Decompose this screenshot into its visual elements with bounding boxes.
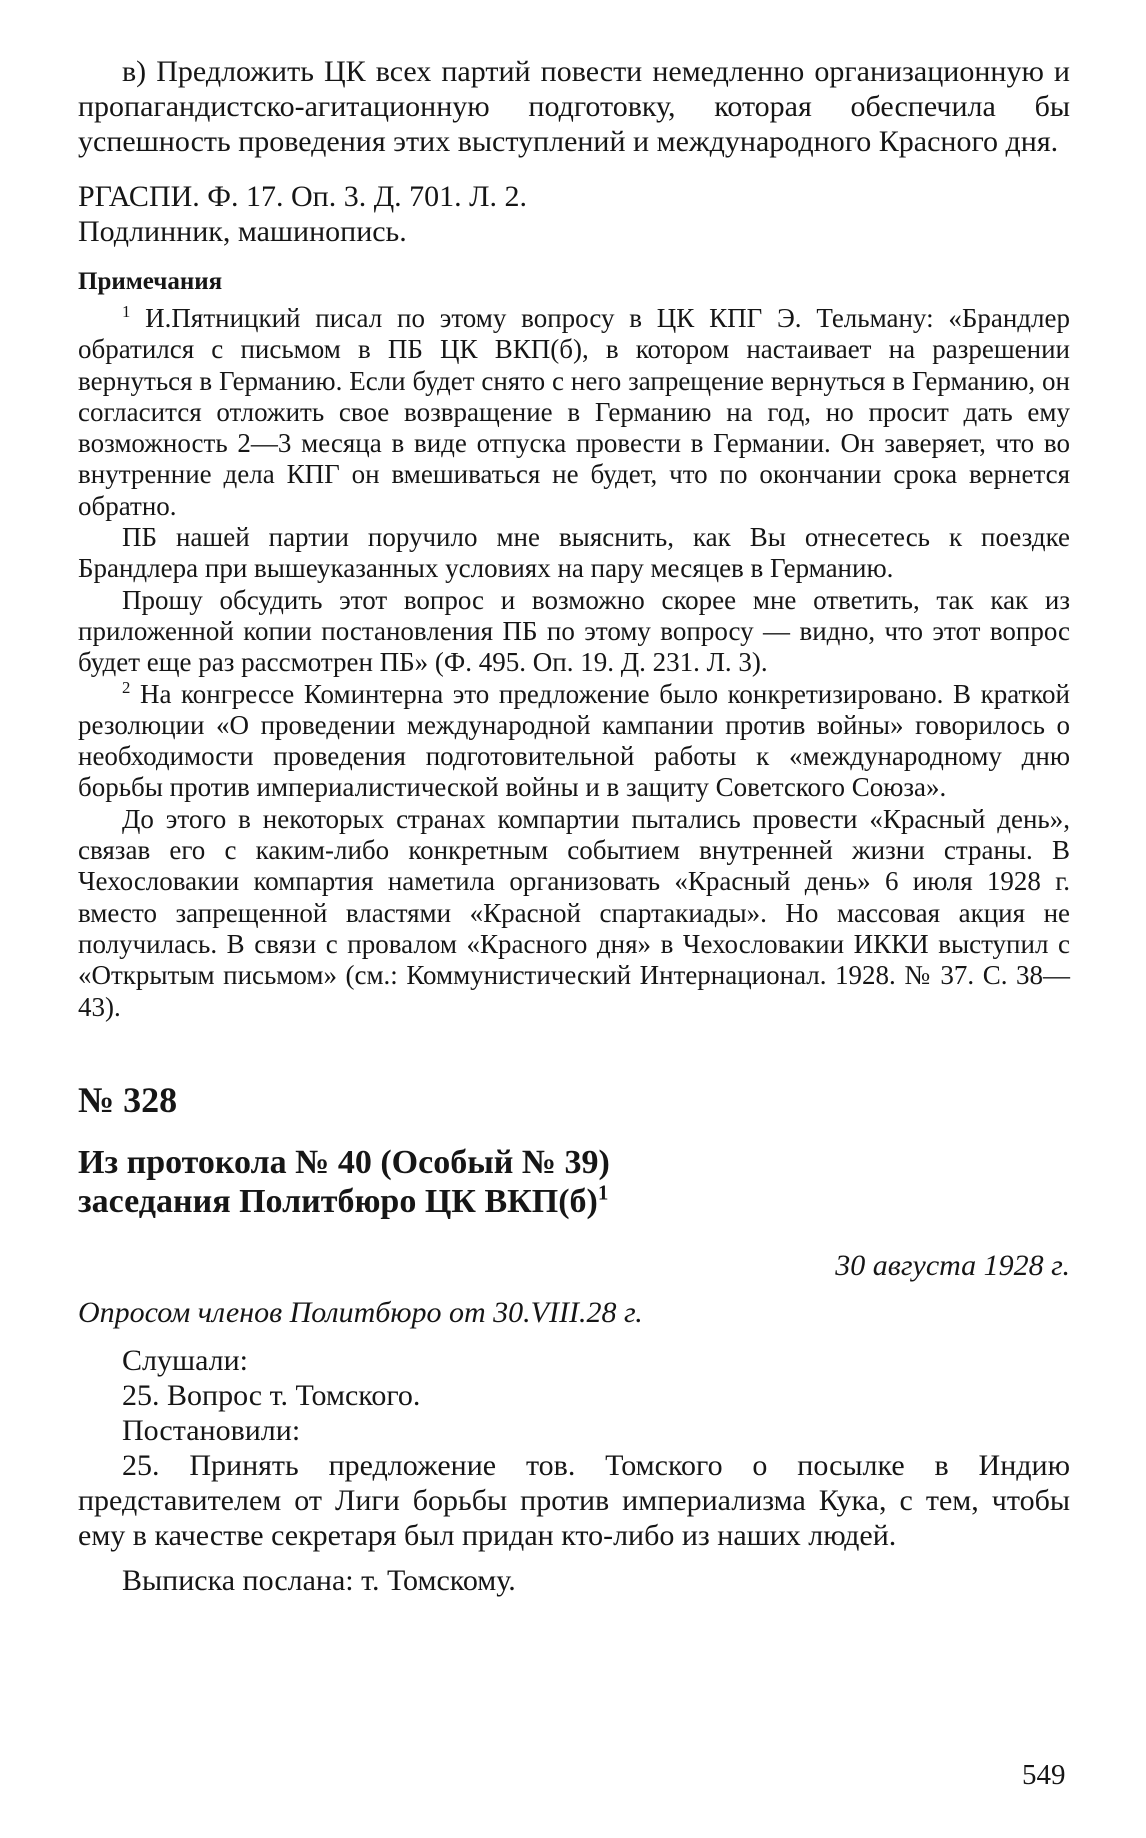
note-2-text-1: На конгрессе Коминтерна это предложение было конкретизировано. В краткой резолюции «О проведении международной кампании против войны» говорилось о необходимости проведения подготовительной работы к «международному дню борьбы против империалистической войны и в защиту Советского Союза».	[78, 678, 1070, 803]
intro-paragraph: в) Предложить ЦК всех партий повести немедленно организационную и пропагандистско-агитационную подготовку, которая обеспечила бы успешность проведения этих выступлений и международного Красного дня.	[78, 55, 1070, 158]
archive-note: Подлинник, машинопись.	[78, 215, 407, 248]
archive-reference: РГАСПИ. Ф. 17. Оп. 3. Д. 701. Л. 2.	[78, 180, 528, 213]
note-2-paragraph-2: До этого в некоторых странах компартии пытались провести «Красный день», связав его с каким-либо конкретным событием внутренней жизни страны. В Чехословакии компартия наметила организовать «Красный день» 6 июля 1928 г. вместо запрещенной властями «Красной спартакиады». Но массовая акция не получилась. В связи с провалом «Красного дня» в Чехословакии ИККИ выступил с «Открытым письмом» (см.: Коммунистический Интернационал. 1928. № 37. С. 38—43).	[78, 803, 1070, 1022]
document-number: № 328	[78, 1079, 178, 1120]
page-number: 549	[1022, 1759, 1066, 1791]
note-1	[78, 303, 1070, 679]
heard-item: 25. Вопрос т. Томского.	[122, 1378, 421, 1412]
decided-item: 25. Принять предложение тов. Томского о посылке в Индию представителем от Лиги борьбы против империализма Кука, с тем, чтобы ему в качестве секретаря был придан кто-либо из наших людей.	[78, 1448, 1070, 1552]
note-1-paragraph-3: Прошу обсудить этот вопрос и возможно скорее мне ответить, так как из приложенной копии постановления ПБ по этому вопросу — видно, что этот вопрос будет еще раз рассмотрен ПБ» (Ф. 495. Оп. 19. Д. 231. Л. 3).	[78, 584, 1070, 678]
document-title-line-2	[78, 1182, 1070, 1221]
note-1-marker: 1	[122, 302, 131, 321]
note-2-paragraph-1	[78, 679, 1070, 804]
poll-note: Опросом членов Политбюро от 30.VIII.28 г.	[78, 1295, 643, 1329]
page-content	[78, 54, 1070, 1598]
heard-label: Слушали:	[122, 1343, 249, 1377]
document-title	[78, 1143, 1070, 1221]
decided-label: Постановили:	[122, 1413, 301, 1447]
note-2	[78, 679, 1070, 1023]
document-title-line-1: Из протокола № 40 (Особый № 39)	[78, 1143, 610, 1181]
document-title-line-2-text: заседания Политбюро ЦК ВКП(б)	[78, 1182, 598, 1220]
note-1-paragraph-1	[78, 303, 1070, 522]
notes-heading: Примечания	[78, 268, 223, 295]
note-1-paragraph-2: ПБ нашей партии поручило мне выяснить, как Вы отнесетесь к поездке Брандлера при вышеуказанных условиях на пару месяцев в Германию.	[78, 522, 1070, 584]
document-date: 30 августа 1928 г.	[835, 1248, 1070, 1282]
protocol-body	[78, 1343, 1070, 1598]
note-1-text-1: И.Пятницкий писал по этому вопросу в ЦК КПГ Э. Тельману: «Брандлер обратился с письмом в ПБ ЦК ВКП(б), в котором настаивает на разрешении вернуться в Германию. Если будет снято с него запрещение вернуться в Германию, он согласится отложить свое возвращение в Германию на год, но просит дать ему возможность 2—3 месяца в виде отпуска провести в Германии. Он заверяет, что во внутренние дела КПГ он вмешиваться не будет, что по окончании срока вернется обратно.	[78, 303, 1070, 521]
document-title-marker: 1	[597, 1180, 609, 1205]
extract-sent: Выписка послана: т. Томскому.	[122, 1563, 516, 1597]
note-2-marker: 2	[122, 677, 131, 697]
